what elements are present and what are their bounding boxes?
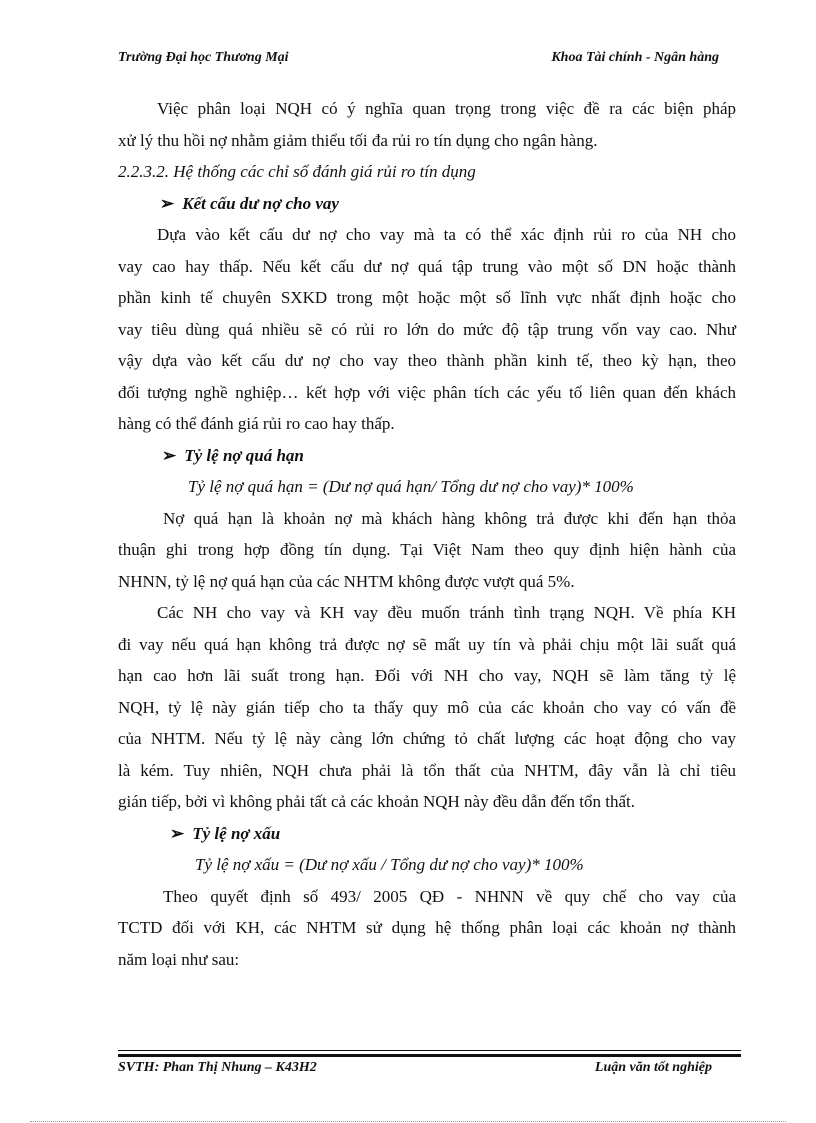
paragraph-line: hàng có thể đánh giá rủi ro cao hay thấp. [118, 414, 395, 433]
footer-left: SVTH: Phan Thị Nhung – K43H2 [118, 1060, 317, 1075]
paragraph-line: đối tượng nghề nghiệp… kết hợp với việc phân tích các yếu tố liên quan đến khách [118, 382, 736, 402]
paragraph-line: của NHTM. Nếu tỷ lệ này càng lớn chứng tỏ chất lượng các hoạt động cho vay [118, 729, 736, 748]
paragraph-line: phần kinh tế chuyên SXKD trong một hoặc một số lĩnh vực nhất định hoặc cho [118, 288, 736, 307]
paragraph-line: NQH, tỷ lệ này gián tiếp cho ta thấy quy mô của các khoản cho vay có vấn đề [118, 697, 736, 717]
paragraph-line: Dựa vào kết cấu dư nợ cho vay mà ta có thể xác định rủi ro của NH cho [157, 225, 736, 244]
footer-rule [118, 1050, 741, 1051]
paragraph-line: TCTD đối với KH, các NHTM sử dụng hệ thống phân loại các khoản nợ thành [118, 918, 736, 937]
header-right: Khoa Tài chính - Ngân hàng [551, 50, 719, 65]
paragraph-line: vay tiêu dùng quá nhiều sẽ có rủi ro lớn do mức độ tập trung vốn vay cao. Như [118, 319, 736, 339]
heading-text: Tỷ lệ nợ quá hạn [184, 445, 304, 465]
heading-bad-debt-ratio [118, 818, 736, 850]
paragraph-line: xử lý thu hồi nợ nhằm giảm thiểu tối đa rủi ro tín dụng cho ngân hàng. [118, 130, 598, 150]
paragraph-line: Nợ quá hạn là khoản nợ mà khách hàng không trả được khi đến hạn thỏa [163, 508, 736, 528]
paragraph-line: vậy dựa vào kết cấu dư nợ cho vay theo thành phần kinh tế, theo kỳ hạn, theo [118, 351, 736, 370]
page-edge-divider [30, 1121, 786, 1122]
formula-overdue: Tỷ lệ nợ quá hạn = (Dư nợ quá hạn/ Tổng dư nợ cho vay)* 100% [188, 477, 634, 496]
page-body [118, 93, 736, 975]
footer-right: Luận văn tốt nghiệp [594, 1060, 712, 1075]
paragraph-line: thuận ghi trong hợp đồng tín dụng. Tại Việt Nam theo quy định hiện hành của [118, 540, 736, 559]
arrow-bullet-icon: ➢ [170, 823, 185, 843]
paragraph-line: là kém. Tuy nhiên, NQH chưa phải là tổn thất của NHTM, đây vẫn là chỉ tiêu [118, 760, 736, 780]
header-left: Trường Đại học Thương Mại [118, 50, 289, 65]
formula-bad-debt: Tỷ lệ nợ xấu = (Dư nợ xấu / Tổng dư nợ cho vay)* 100% [195, 855, 584, 874]
heading-loan-structure [118, 188, 736, 220]
footer-rule [118, 1054, 741, 1057]
paragraph-line: hạn cao hơn lãi suất trong hạn. Đối với NH cho vay, NQH sẽ làm tăng tỷ lệ [118, 666, 736, 685]
paragraph-line: Việc phân loại NQH có ý nghĩa quan trọng trong việc đề ra các biện pháp [157, 99, 736, 118]
heading-text: Tỷ lệ nợ xấu [192, 823, 281, 843]
arrow-bullet-icon: ➢ [160, 193, 175, 213]
paragraph-line: gián tiếp, bởi vì không phải tất cả các khoản NQH này đều dẫn đến tổn thất. [118, 792, 635, 811]
paragraph-line: vay cao hay thấp. Nếu kết cấu dư nợ quá tập trung vào một số DN hoặc thành [118, 256, 736, 276]
paragraph-line: năm loại như sau: [118, 949, 240, 969]
paragraph-line: Các NH cho vay và KH vay đều muốn tránh tình trạng NQH. Về phía KH [157, 603, 736, 622]
arrow-bullet-icon: ➢ [162, 445, 177, 465]
section-title: 2.2.3.2. Hệ thống các chỉ số đánh giá rủi ro tín dụng [118, 162, 476, 181]
paragraph-line: NHNN, tỷ lệ nợ quá hạn của các NHTM không được vượt quá 5%. [118, 571, 575, 591]
paragraph-line: đi vay nếu quá hạn không trả được nợ sẽ mất uy tín và phải chịu một lãi suất quá [118, 634, 736, 654]
heading-text: Kết cấu dư nợ cho vay [182, 193, 339, 213]
heading-overdue-ratio [118, 440, 736, 472]
paragraph-line: Theo quyết định số 493/ 2005 QĐ - NHNN về quy chế cho vay của [163, 886, 736, 906]
